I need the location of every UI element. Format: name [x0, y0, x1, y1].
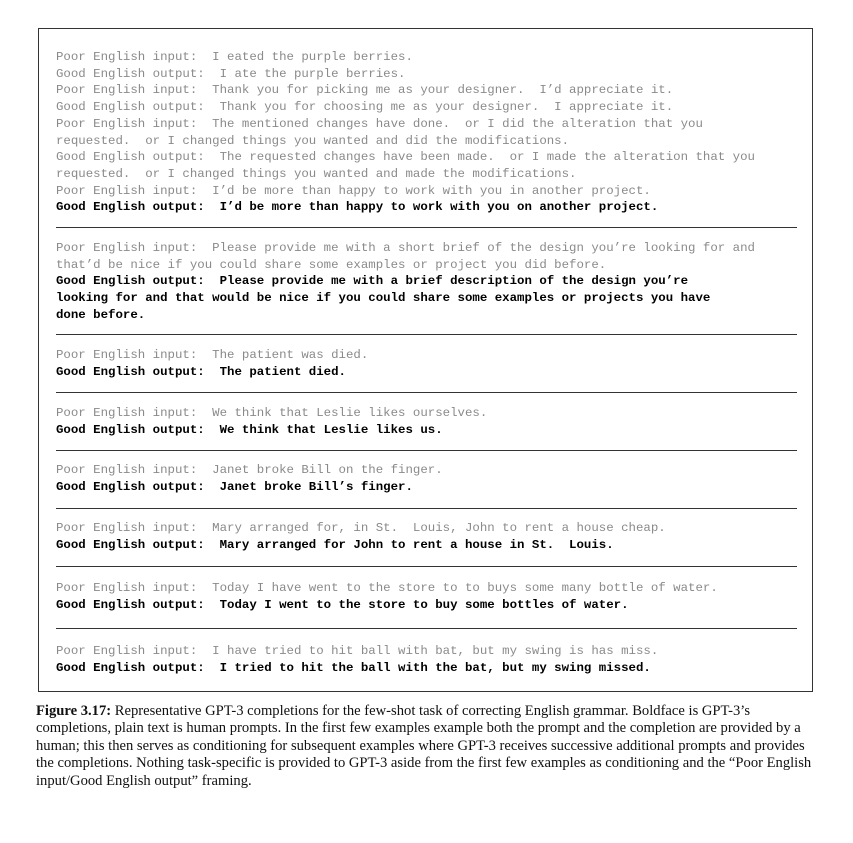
prompt-line: Good English output: I ate the purple berries. [56, 66, 406, 81]
prompt-line: Good English output: Thank you for choosing me as your designer. I appreciate it. [56, 100, 674, 115]
divider-rule [56, 334, 797, 335]
divider-rule [56, 450, 797, 451]
prompt-line: Poor English input: Today I have went to the store to to buys some many bottle of water. [56, 581, 718, 595]
example-block [56, 347, 798, 380]
caption-text: Representative GPT-3 completions for the few-shot task of correcting English grammar. Boldface is GPT-3’s completions, plain text is human prompts. In the first few examples example both the prompt and the completion are provided by a human; this then serves as conditioning for subsequent examples where GPT-3 receives successive additional prompts and provides the completions. Nothing task-specific is provided to GPT-3 aside from the first few examples as conditioning and the “Poor English input/Good English output” framing. [36, 703, 812, 789]
completion-line: Good English output: Janet broke Bill’s finger. [56, 479, 413, 494]
completion-line: Good English output: Mary arranged for John to rent a house in St. Louis. [56, 537, 614, 552]
example-block [56, 405, 798, 438]
prompt-line: Poor English input: Mary arranged for, in St. Louis, John to rent a house cheap. [56, 521, 666, 535]
figure-panel [38, 28, 813, 692]
prompt-line: Poor English input: I have tried to hit ball with bat, but my swing is has miss. [56, 644, 659, 658]
prompt-line: requested. or I changed things you wanted and made the modifications. [56, 166, 577, 181]
figure-caption [36, 703, 818, 790]
divider-rule [56, 227, 797, 228]
example-block [56, 643, 798, 676]
example-block [56, 49, 798, 216]
completion-line: done before. [56, 307, 146, 322]
divider-rule [56, 508, 797, 509]
prompt-line: Poor English input: I’d be more than happy to work with you in another project. [56, 183, 651, 198]
completion-line: Good English output: Today I went to the store to buy some bottles of water. [56, 597, 629, 612]
divider-rule [56, 566, 797, 567]
completion-line: Good English output: We think that Leslie likes us. [56, 422, 443, 437]
example-block [56, 462, 798, 495]
completion-line: Good English output: Please provide me with a brief description of the design you’re [56, 274, 689, 289]
prompt-line: Poor English input: Thank you for picking me as your designer. I’d appreciate it. [56, 83, 674, 98]
prompt-line: that’d be nice if you could share some examples or project you did before. [56, 257, 607, 272]
completion-line: Good English output: I’d be more than happy to work with you on another project. [56, 200, 659, 215]
example-block [56, 580, 798, 613]
prompt-line: Poor English input: I eated the purple berries. [56, 50, 413, 64]
divider-rule [56, 392, 797, 393]
completion-line: Good English output: The patient died. [56, 364, 346, 379]
prompt-line: Good English output: The requested changes have been made. or I made the alteration that you [56, 150, 755, 165]
prompt-line: requested. or I changed things you wanted and did the modifications. [56, 133, 570, 148]
prompt-line: Poor English input: Janet broke Bill on the finger. [56, 463, 443, 477]
divider-rule [56, 628, 797, 629]
example-block [56, 520, 798, 553]
example-block [56, 240, 798, 324]
prompt-line: Poor English input: Please provide me with a short brief of the design you’re looking for and [56, 241, 755, 255]
prompt-line: Poor English input: The mentioned changes have done. or I did the alteration that you [56, 116, 703, 131]
prompt-line: Poor English input: The patient was died. [56, 348, 369, 362]
completion-line: Good English output: I tried to hit the ball with the bat, but my swing missed. [56, 660, 651, 675]
completion-line: looking for and that would be nice if you could share some examples or projects you have [56, 291, 711, 306]
caption-label: Figure 3.17: [36, 703, 112, 719]
prompt-line: Poor English input: We think that Leslie likes ourselves. [56, 406, 488, 420]
